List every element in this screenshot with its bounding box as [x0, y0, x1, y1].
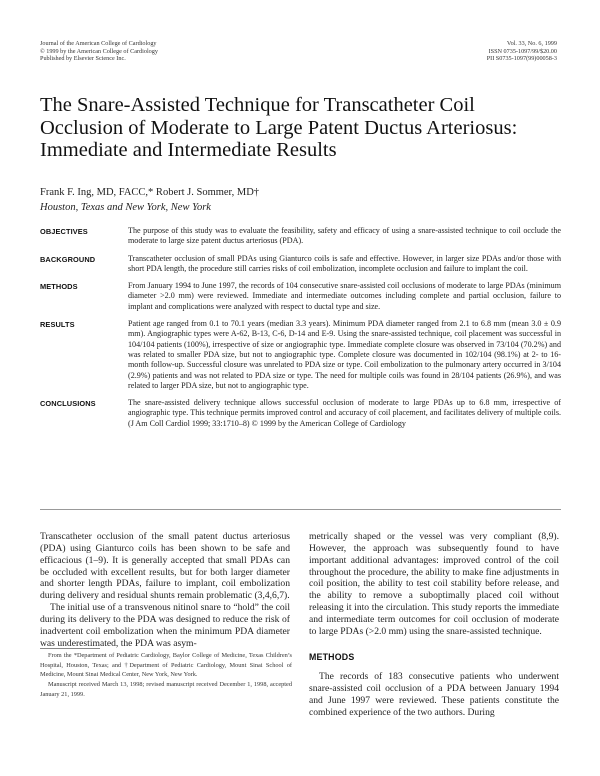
- copyright-line: © 1999 by the American College of Cardiology: [40, 47, 158, 55]
- journal-name: Journal of the American College of Cardiology: [40, 40, 157, 47]
- publisher-line: Published by Elsevier Science Inc.: [40, 55, 126, 63]
- abstract-label: OBJECTIVES: [40, 227, 88, 236]
- abstract-label: METHODS: [40, 282, 78, 292]
- body-column-right: [309, 531, 559, 719]
- body-column-left: [40, 531, 290, 649]
- abstract-label: RESULTS: [40, 320, 75, 330]
- intro-paragraph: metrically shaped or the vessel was very compliant (8,9). However, the approach was subsequently found to have important additional advantages: improved control of the coil throughout the procedure, the ability to make fine adjustments in coil position, the ability to test coil stability before release, and the ability to remove a suboptimally placed coil without releasing it into the circulation. This study reports the immediate and intermediate term outcomes for coil occlusion of moderate to large PDAs (>2.0 mm) using the snare-assisted technique.: [309, 531, 559, 637]
- issue-info: [487, 40, 557, 63]
- abstract-text: The purpose of this study was to evaluate the feasibility, safety and efficacy of using a snare-assisted technique to coil occlude the moderate to large size patent ductus arteriosus (PDA).: [128, 226, 561, 246]
- pii-line: PII S0735-1097(99)00058-3: [486, 55, 557, 63]
- affiliation-footnote: From the *Department of Pediatric Cardiology, Baylor College of Medicine, Texas Children’s Hospital, Houston, Texas; and †Department of Pediatric Cardiology, Mount Sinai School of Medicine, Mount Sinai Medical Center, New York, New York.: [40, 652, 292, 679]
- intro-paragraph: Transcatheter occlusion of the small patent ductus arteriosus (PDA) using Gianturco coils has been shown to be safe and efficacious (1–9). It is generally accepted that small PDAs can be occluded with excellent results, but for both larger diameter and shorter length PDAs, failure to implant, coil embolization during delivery and residual shunts remain problematic (3,4,6,7).: [40, 531, 290, 602]
- abstract-text: Transcatheter occlusion of small PDAs using Gianturco coils is safe and effective. However, in larger size PDAs and/or those with short PDA length, the procedure still carries risks of coil embolization, incomplete occlusion and failure to implant the coil.: [128, 253, 561, 273]
- abstract-text: From January 1994 to June 1997, the records of 104 consecutive snare-assisted coil occlusions of moderate to large PDAs (minimum diameter >2.0 mm) were reviewed. Immediate and intermediate outcomes including complete and partial occlusion, failure to implant and complications were analyzed with respect to ductal type and size.: [128, 281, 561, 311]
- abstract-results: [40, 319, 561, 391]
- structured-abstract: [40, 226, 561, 436]
- abstract-label: CONCLUSIONS: [40, 399, 96, 409]
- footnotes: [40, 651, 292, 700]
- abstract-objectives: [40, 226, 561, 247]
- methods-paragraph: The records of 183 consecutive patients who underwent snare-assisted coil occlusion of a PDA between January 1994 and June 1997 were reviewed. These patients constitute the combined experience of the two authors. During: [309, 671, 559, 718]
- intro-paragraph: The initial use of a transvenous nitinol snare to “hold” the coil during its delivery to the PDA was designed to reduce the risk of inadvertent coil embolization when the minimum PDA diameter was underestimated, the PDA was asym-: [40, 602, 290, 649]
- author-locations: Houston, Texas and New York, New York: [40, 202, 211, 213]
- abstract-text: The snare-assisted delivery technique allows successful occlusion of moderate to large PDAs up to 6.8 mm, irrespective of angiographic type. This technique permits improved control and accuracy of coil placement, and facilitates delivery of multiple coils. (J Am Coll Cardiol 1999; 33:1710–8) © 1999 by the American College of Cardiology: [128, 398, 561, 428]
- abstract-text: Patient age ranged from 0.1 to 70.1 years (median 3.3 years). Minimum PDA diameter ranged from 2.1 to 6.8 mm (mean 3.0 ± 0.9 mm). Angiographic types were A-62, B-13, C-6, D-14 and E-9. Using the snare-assisted technique, coil placement was successful in 104/104 patients (100%), irrespective of size or angiographic type. Immediate complete closure was observed in 73/104 (70.2%) and was related to smaller PDA size, but not to angiographic type. Complete closure was documented in 102/104 (98.1%) at 2- to 16-month follow-up. Successful closure was unrelated to PDA size or type. Coil embolization to the pulmonary artery occurred in 3/104 (2.9%) patients and was not related to PDA size or type. The need for multiple coils was found in 28/104 patients (26.9%), and was related to larger PDA size, but not to angiographic type.: [128, 319, 561, 390]
- article-title: The Snare-Assisted Technique for Transcatheter Coil Occlusion of Moderate to Large Patent Ductus Arteriosus: Immediate and Intermediate Results: [40, 94, 518, 161]
- abstract-conclusions: [40, 398, 561, 429]
- manuscript-dates: Manuscript received March 13, 1998; revised manuscript received December 1, 1998, accepted January 21, 1999.: [40, 681, 292, 698]
- issn-line: ISSN 0735-1097/99/$20.00: [488, 47, 557, 55]
- methods-heading: METHODS: [309, 651, 355, 662]
- abstract-methods: [40, 281, 561, 312]
- footnote-divider: [40, 648, 100, 649]
- abstract-divider: [40, 509, 561, 510]
- abstract-label: BACKGROUND: [40, 254, 96, 264]
- volume-line: Vol. 33, No. 6, 1999: [506, 40, 557, 47]
- journal-header: [40, 40, 158, 63]
- abstract-background: [40, 254, 561, 275]
- author-list: Frank F. Ing, MD, FACC,* Robert J. Sommer, MD†: [40, 187, 260, 198]
